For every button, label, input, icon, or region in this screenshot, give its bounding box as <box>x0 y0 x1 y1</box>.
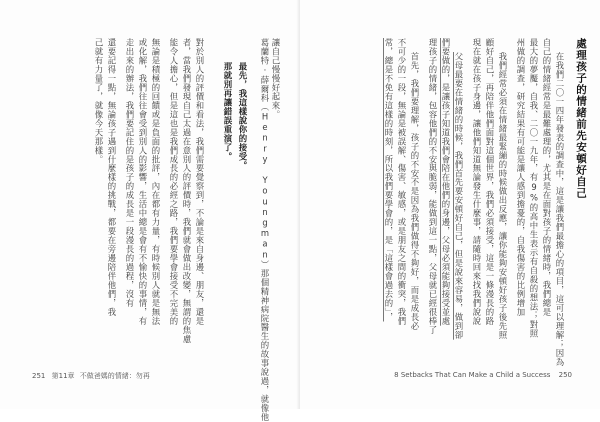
right-footer <box>394 371 576 379</box>
right-col-10: 理孩子的情緒，包容他們的不安與脆弱，能做到這一點，父母就已經很棒了 <box>428 38 438 335</box>
right-col-2: 自己的情緒經常是最難處理的，尤其是在面對孩子的情緒時，我們總是 <box>542 38 552 317</box>
left-col-3: 最先，我這樣說你的接受。 <box>238 62 248 170</box>
left-col-12: 己就有力量了，就像今天那樣。 <box>94 38 104 164</box>
right-col-1: 在我們二〇一四年發表的調查中，這是讓我們最擔心的項目，這可以理解；因為 <box>555 52 565 367</box>
right-col-9: 們要做的，是讓孩子知道我們會陪在他們的身邊，父母必須能夠接受並處 <box>441 38 451 326</box>
left-col-6: 者，當我們發現自己太過在意別人的評價時，我們就會做出改變，無謂的焦慮 <box>182 38 192 344</box>
left-col-9: 或化解，我們往往會受到別人的影響，生活中總是會有不愉快的事情，有 <box>138 38 148 326</box>
left-col-1: 讓自己慢慢好起來。 <box>271 38 281 119</box>
right-col-7: 現在就在孩子身邊，讓他們知道無論發生什麼事，請隨時回來找我們說說 <box>472 38 482 326</box>
right-page <box>300 0 600 409</box>
left-col-10: 走出來的辦法，我們要記住的是孩子的成長是一段漫長的過程，沒有 <box>125 38 135 308</box>
left-page-number: 251 <box>32 372 46 380</box>
left-running-title: 不做爸媽的情緒：勿再 <box>79 372 150 380</box>
left-col-4: 那就別再讓錯誤重演了。 <box>223 62 233 161</box>
left-col-2: 葛蘭特‧薛爾科（Henry Youngman）那個精神病院醫生的故事說過，就像他 <box>260 38 270 422</box>
left-footer <box>32 371 150 381</box>
right-running-title: 8 Setbacks That Can Make a Child a Success <box>394 371 551 379</box>
right-col-8: 父母最要在情緒的時候，我們首先要安頓好自己，但是說來容易，做到卻 <box>454 52 464 340</box>
right-page-number: 250 <box>558 371 572 379</box>
right-col-11: 首先，我們要理解，孩子的不安不是因為我們做得不夠好，而是成長必 <box>410 52 420 331</box>
left-col-7: 能令人擔心，但是這也是我們成長的必經之路，我們要學會接受不完美的 <box>169 38 179 326</box>
right-col-12: 不可少的一段，無論是被誤解、傷害、敏感，或是朋友之間的衝突，我們 <box>397 38 407 326</box>
right-col-4: 州做的調查，研究結果有可能是讓人感到擔憂的，自我傷害的比例增加 <box>516 38 526 317</box>
right-col-13: 常，總是不免有這樣的時刻，所以我們要學會的，是「這樣會過去的」， <box>384 38 394 322</box>
left-col-8: 無論是積極的回饋或是負面的批評，內在都有力量，有時候別人就是無法 <box>151 38 161 326</box>
section-title: 處理孩子的情緒前先安頓好自己 <box>575 38 587 199</box>
right-col-6: 顧好自己，再陪伴他們面對這個世界，我們必須接受，這是一條漫長的路 <box>485 38 495 326</box>
left-col-11: 還要記得一點，無論孩子遇到什麼樣的挑戰，都要在旁邊陪伴他們，我 <box>107 38 117 317</box>
right-col-3: 最大的夢魘，自我、二〇一九年，有9%的高中生表示有自殺的想法；對照 <box>529 38 539 338</box>
left-chapter-label: 第11章 <box>51 372 75 380</box>
left-col-5: 對於別人的評價和看法，我們需要覺察到，不論是來自身邊、朋友，還是 <box>195 38 205 326</box>
right-col-5: 我們經常必須在情緒最緊繃的時候做出反應，讓你能夠安頓好孩子後先照 <box>498 52 508 340</box>
